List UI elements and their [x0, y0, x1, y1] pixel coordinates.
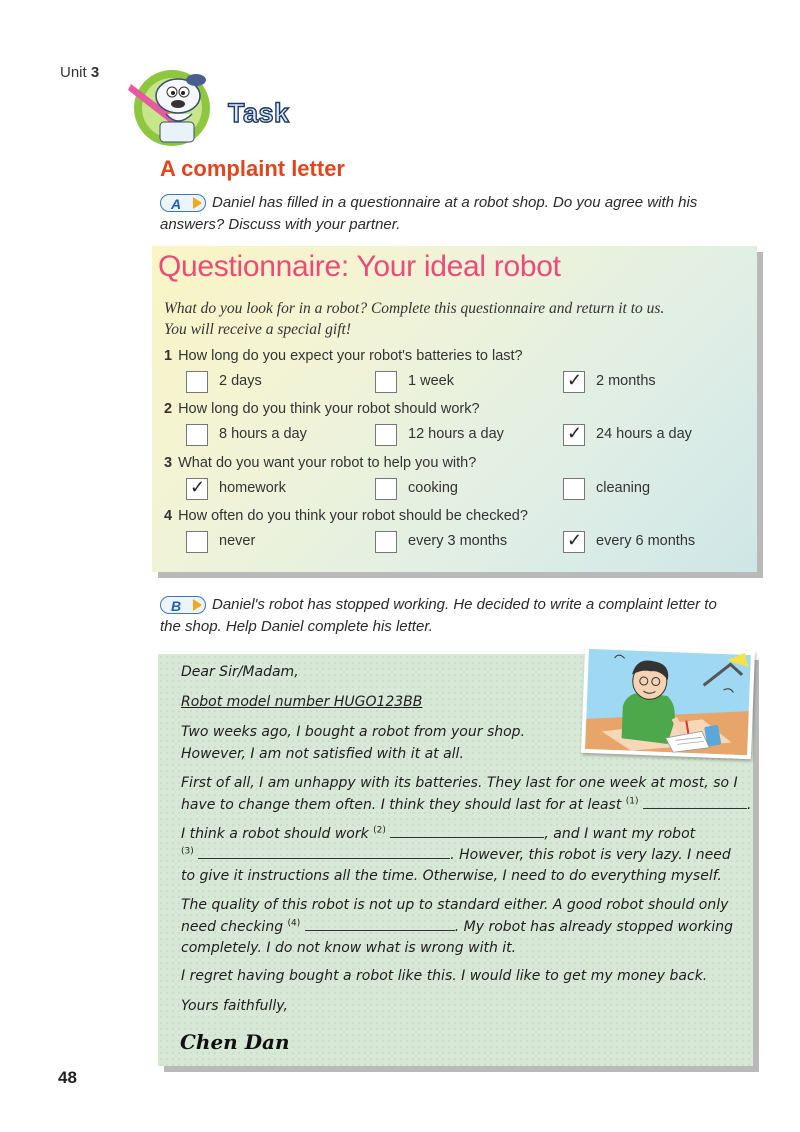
letter-p2-line2: [181, 796, 751, 813]
option-label: 8 hours a day: [219, 426, 307, 442]
part-b-text-line1: Daniel's robot has stopped working. He decided to write a complaint letter to: [212, 596, 717, 613]
question-text: How long do you expect your robot's batteries to last?: [178, 348, 523, 364]
option-label: 24 hours a day: [596, 426, 692, 442]
question-2: [164, 401, 480, 417]
question-text: How often do you think your robot should be checked?: [178, 508, 528, 524]
letter-p3-line1-start: I think a robot should work: [181, 826, 369, 842]
question-number: 2: [164, 401, 173, 417]
letter-closing: Yours faithfully,: [181, 998, 288, 1014]
part-b-label: [160, 596, 206, 614]
checkmark-icon: ✓: [190, 477, 206, 497]
part-a-text: Daniel has filled in a questionnaire at a robot shop. Do you agree with his answers? Discuss with your partner.: [160, 194, 698, 233]
letter-p3-line1: [181, 825, 695, 842]
part-a-label: [160, 194, 206, 212]
blank-number-2: (2): [373, 825, 386, 836]
letter-subject: Robot model number HUGO123BB: [181, 694, 423, 710]
checkbox-q3-opt2[interactable]: [375, 478, 397, 500]
letter-p4-line3: completely. I do not know what is wrong with it.: [181, 940, 517, 956]
option-label: every 6 months: [596, 533, 696, 549]
part-b-instruction: [160, 594, 760, 638]
letter-p3-line3: to give it instructions all the time. Otherwise, I need to do everything myself.: [181, 868, 722, 884]
checkbox-q3-opt3[interactable]: [563, 478, 585, 500]
checkbox-q4-opt3[interactable]: [563, 531, 585, 553]
option-label: never: [219, 533, 256, 549]
checkbox-q2-opt1[interactable]: [186, 424, 208, 446]
option-label: 12 hours a day: [408, 426, 504, 442]
checkbox-q4-opt2[interactable]: [375, 531, 397, 553]
option-label: 1 week: [408, 373, 454, 389]
question-text: What do you want your robot to help you with?: [178, 455, 477, 471]
unit-number: 3: [90, 64, 100, 81]
checkmark-icon: ✓: [567, 423, 583, 443]
letter-p4-line2: [181, 918, 733, 935]
blank-number-4: (4): [287, 918, 301, 929]
question-3: [164, 455, 476, 471]
letter-p2-line2-text: have to change them often. I think they should last for at least: [181, 797, 622, 813]
option-label: every 3 months: [408, 533, 508, 549]
questionnaire-intro-line2: You will receive a special gift!: [164, 321, 351, 338]
unit-label: [60, 64, 99, 81]
task-title: Task: [228, 98, 290, 128]
letter-p3-line2: [181, 846, 731, 863]
question-number: 4: [164, 508, 173, 524]
play-arrow-icon: [193, 197, 202, 209]
questionnaire-title: Questionnaire: Your ideal robot: [158, 250, 561, 283]
page-number: 48: [58, 1068, 77, 1087]
checkbox-q1-opt1[interactable]: [186, 371, 208, 393]
letter-p1-line1: Two weeks ago, I bought a robot from your shop.: [181, 724, 526, 740]
letter-p3-line2-end: . However, this robot is very lazy. I need: [450, 847, 731, 863]
letter-greeting: Dear Sir/Madam,: [181, 664, 299, 680]
question-4: [164, 508, 528, 524]
letter-p4-line2-end: . My robot has already stopped working: [454, 919, 733, 935]
checkbox-q2-opt2[interactable]: [375, 424, 397, 446]
part-a-instruction: [160, 192, 760, 236]
section-title: A complaint letter: [160, 156, 345, 181]
question-1: [164, 348, 523, 364]
unit-text: Unit: [60, 64, 87, 81]
letter-p5: I regret having bought a robot like this. I would like to get my money back.: [181, 968, 708, 984]
blank-number-3: (3): [181, 846, 194, 857]
option-label: 2 days: [219, 373, 262, 389]
play-arrow-icon: [193, 599, 202, 611]
option-label: cleaning: [596, 480, 651, 496]
letter-p2-line1: First of all, I am unhappy with its batteries. They last for one week at most, so I: [181, 775, 738, 791]
questionnaire-intro-line1: What do you look for in a robot? Complete this questionnaire and return it to us.: [164, 300, 665, 317]
checkbox-q1-opt2[interactable]: [375, 371, 397, 393]
letter-p4-line2-start: need checking: [181, 919, 284, 935]
question-number: 3: [164, 455, 173, 471]
letter-p1-line2: However, I am not satisfied with it at all.: [181, 746, 464, 762]
letter-p2-end: .: [746, 797, 752, 813]
part-a-letter: A: [171, 196, 182, 213]
letter-p4-line1: The quality of this robot is not up to standard either. A good robot should only: [181, 897, 729, 913]
option-label: cooking: [408, 480, 458, 496]
letter-p3-line1-end: , and I want my robot: [544, 826, 696, 842]
questionnaire-intro: [164, 298, 754, 340]
checkbox-q4-opt1[interactable]: [186, 531, 208, 553]
option-label: 2 months: [596, 373, 656, 389]
question-number: 1: [164, 348, 173, 364]
signature: Chen Dan: [180, 1030, 290, 1054]
blank-field-4[interactable]: [305, 918, 455, 931]
checkbox-q1-opt3[interactable]: [563, 371, 585, 393]
option-label: homework: [219, 480, 286, 496]
checkmark-icon: ✓: [567, 370, 583, 390]
blank-field-2[interactable]: [390, 825, 544, 838]
blank-number-1: (1): [625, 796, 639, 807]
part-b-letter: B: [171, 598, 182, 615]
checkbox-q2-opt3[interactable]: [563, 424, 585, 446]
question-text: How long do you think your robot should work?: [178, 401, 480, 417]
writing-boy-illustration-icon: [581, 645, 755, 759]
task-mascot-icon: [126, 66, 218, 148]
blank-field-1[interactable]: [643, 796, 747, 809]
part-b-text-line2: the shop. Help Daniel complete his letter.: [160, 618, 433, 635]
checkmark-icon: ✓: [567, 530, 583, 550]
checkbox-q3-opt1[interactable]: [186, 478, 208, 500]
blank-field-3[interactable]: [198, 846, 450, 859]
